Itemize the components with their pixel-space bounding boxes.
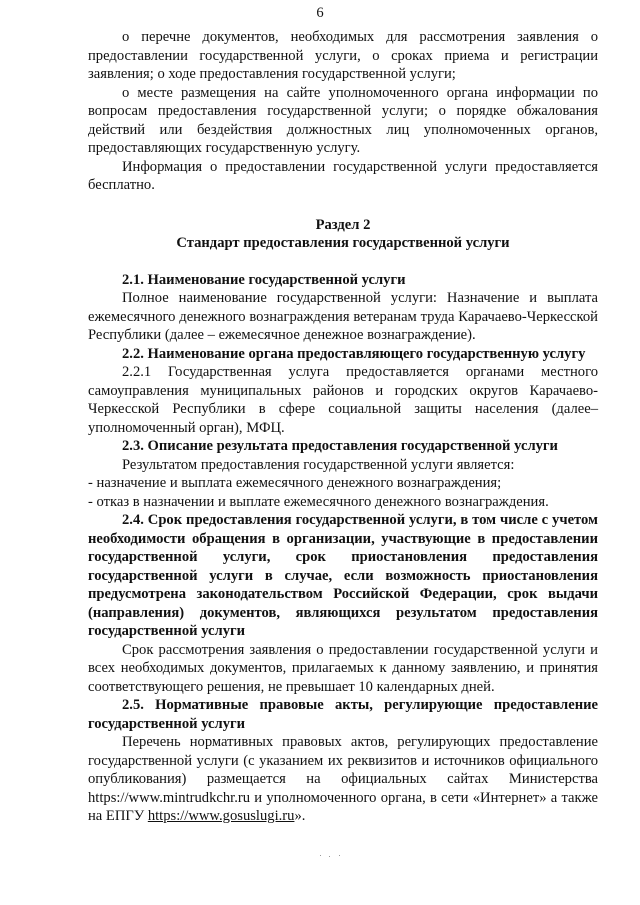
paragraph-2-4: Срок рассмотрения заявления о предоставлении государственной услуги и всех необходимых документов, прилагаемых к данному заявлению, и принятия соответствующего решения, не превышает 10 календарных дней.	[88, 641, 598, 695]
paragraph-2-5-end: ».	[294, 808, 306, 824]
gosuslugi-link[interactable]: https://www.gosuslugi.ru	[147, 808, 295, 824]
result-item-2: - отказ в назначении и выплате ежемесячного денежного вознаграждения.	[88, 493, 549, 510]
paragraph-2-3-lead: Результатом предоставления государственной услуги является:	[122, 456, 515, 473]
paragraph-2-2-1: 2.2.1 Государственная услуга предоставляется органами местного самоуправления муниципальных районов и городских округов Карачаево-Черкесской Республики в сфере социальной защиты населения (далее– уполномоченный орган), МФЦ.	[88, 364, 598, 436]
intro-paragraph-1: о перечне документов, необходимых для рассмотрения заявления о предоставлении государственной услуги, о сроках приема и регистрации заявления; о ходе предоставления государственной услуги;	[88, 29, 598, 82]
heading-2-3: 2.3. Описание результата предоставления государственной услуги	[122, 438, 558, 454]
section-label: Раздел 2	[315, 216, 371, 233]
paragraph-2-1: Полное наименование государственной услуги: Назначение и выплата ежемесячного денежного вознаграждения ветеранам труда Карачаево-Черкесской Республики (далее – ежемесячное денежное вознаграждение).	[88, 290, 598, 343]
page-number: 6	[316, 5, 324, 21]
paragraph-2-5-text: Перечень нормативных правовых актов, регулирующих предоставление государственной услуги (с указанием их реквизитов и источников официального опубликования) размещается на официальных сайтах Министерства https://www.mintrudkchr.ru и уполномоченного органа, в сети «Интернет» а также на ЕПГУ	[88, 734, 598, 824]
intro-paragraph-2: о месте размещения на сайте уполномоченного органа информации по вопросам предоставления государственной услуги; о порядке обжалования действий или бездействия должностных лиц уполномоченных органов, предоставляющих государственную услугу.	[88, 84, 598, 156]
result-item-1: - назначение и выплата ежемесячного денежного вознаграждения;	[88, 475, 502, 491]
heading-2-2: 2.2. Наименование органа предоставляющего государственную услугу	[122, 345, 586, 362]
heading-2-4: 2.4. Срок предоставления государственной услуги, в том числе с учетом необходимости обращения в организации, участвующие в предоставлении государственной услуги, срок приостановления предоставления государственной услуги в случае, если возможность приостановления предусмотрена законодательством Российской Федерации, срок выдачи (направления) документов, являющихся результатом предоставления государственной услуги	[88, 512, 598, 639]
section-title: Стандарт предоставления государственной услуги	[176, 235, 510, 251]
heading-2-5: 2.5. Нормативные правовые акты, регулирующие предоставление государственной услуги	[88, 697, 598, 732]
paragraph-2-5	[88, 733, 598, 826]
heading-2-1: 2.1. Наименование государственной услуги	[122, 271, 406, 288]
intro-paragraph-3: Информация о предоставлении государственной услуги предоставляется бесплатно.	[88, 158, 598, 193]
scan-speck	[320, 855, 350, 857]
document-body	[88, 28, 598, 826]
